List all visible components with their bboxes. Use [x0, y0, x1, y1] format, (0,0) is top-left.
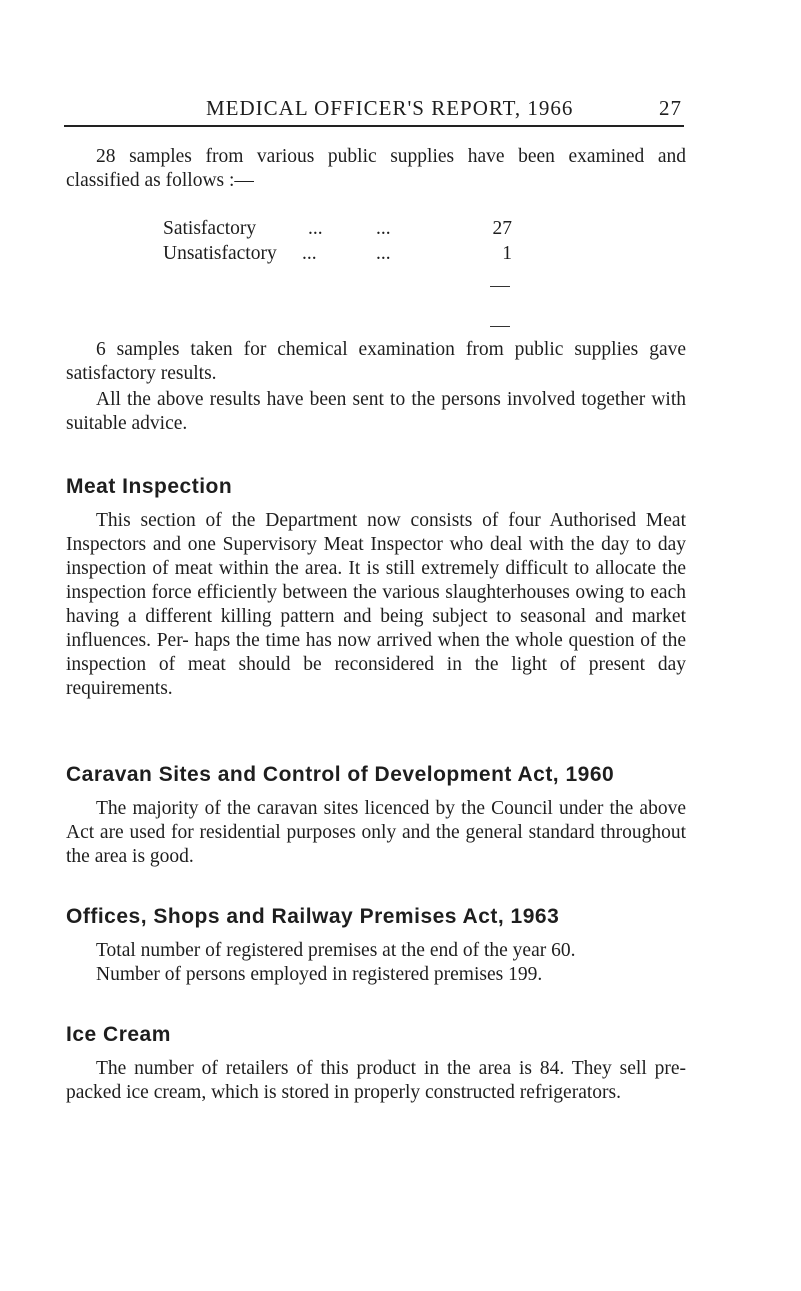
ice-cream-text: The number of retailers of this product in the area is 84. They sell pre-packed ice cream, which is stored in properly constructed refrigerators. [66, 1058, 686, 1103]
heading-ice-cream: Ice Cream [66, 1023, 171, 1046]
table-row-leader: ... [376, 218, 391, 239]
table-row-label: Unsatisfactory [163, 243, 277, 264]
header-rule [64, 125, 684, 127]
total-dash [490, 326, 510, 327]
table-row-value: 27 [492, 218, 512, 239]
samples-intro: 28 samples from various public supplies have been examined and classified as follows :— [66, 146, 686, 191]
results-advice: All the above results have been sent to the persons involved together with suitable advice. [66, 389, 686, 434]
offices-persons-count: Number of persons employed in registered premises 199. [96, 964, 543, 985]
table-row-leader: ... [376, 243, 391, 264]
heading-caravan-sites: Caravan Sites and Control of Development Act, 1960 [66, 763, 615, 786]
table-row-label: Satisfactory [163, 218, 257, 239]
offices-premises-count: Total number of registered premises at the end of the year 60. [96, 940, 576, 961]
table-row-value: 1 [502, 243, 512, 264]
meat-inspection-text: This section of the Department now consists of four Authorised Meat Inspectors and one Supervisory Meat Inspector who deal with the day to day inspection of meat within the area. It is still extremely difficult to allocate the inspection force efficiently between the various slaughterhouses owing to each having a different killing pattern and being subject to seasonal and market influences. Per- haps the time has now arrived when the whole question of the inspection of meat should be reconsidered in the light of present day requirements. [66, 510, 686, 699]
heading-offices-shops: Offices, Shops and Railway Premises Act, 1963 [66, 905, 560, 928]
page-number: 27 [659, 96, 682, 120]
chemical-results: 6 samples taken for chemical examination from public supplies gave satisfactory results. [66, 339, 686, 384]
caravan-sites-text: The majority of the caravan sites licenced by the Council under the above Act are used for residential purposes only and the general standard throughout the area is good. [66, 798, 686, 867]
total-dash [490, 286, 510, 287]
report-title: MEDICAL OFFICER'S REPORT, 1966 [206, 96, 574, 120]
table-row-leader: ... [308, 218, 323, 239]
heading-meat-inspection: Meat Inspection [66, 475, 233, 498]
table-row-leader: ... [302, 243, 317, 264]
